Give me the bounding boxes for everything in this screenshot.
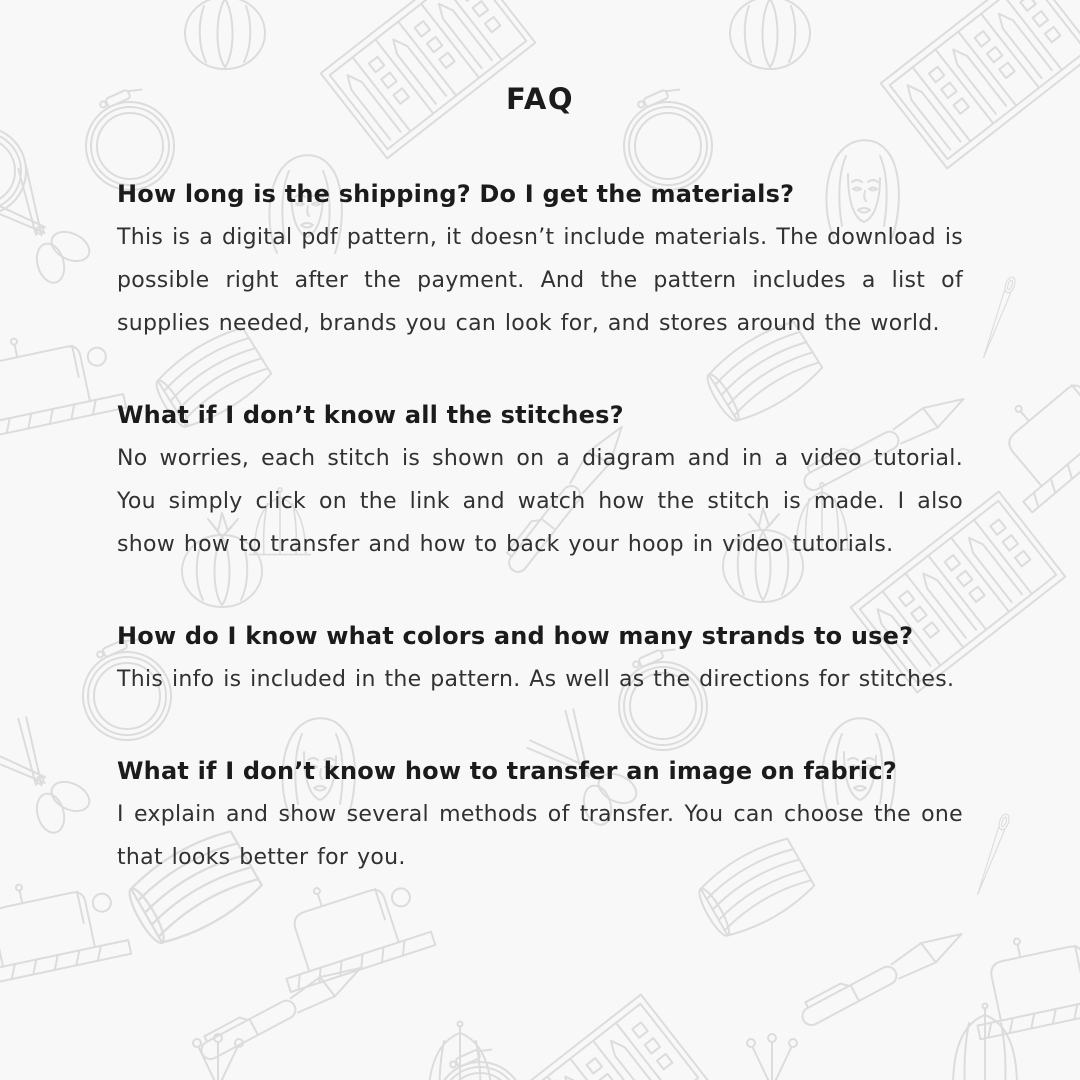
faq-item [117,749,963,879]
faq-answer: No worries, each stitch is shown on a diagram and in a video tutorial. You simply click on the link and watch how the stitch is made. I also show how to transfer and how to back your hoop in video tutorials. [117,446,963,557]
faq-answer: I explain and show several methods of transfer. You can choose the one that looks better for you. [117,802,963,870]
pen-icon [195,957,366,1064]
dome-icon [947,1004,1023,1080]
building-icon [493,995,708,1080]
sewing-machine-icon [962,919,1080,1040]
sewing-machine-icon [0,865,131,986]
faq-answer: This is a digital pdf pattern, it doesn’t include materials. The download is possible right after the payment. And the pattern includes a list of supplies needed, brands you can look for, and stores around the world. [117,225,963,336]
page-title: FAQ [505,82,575,116]
faq-question: How do I know what colors and how many strands to use? [117,622,914,650]
pen-icon [796,923,967,1030]
faq-question: How long is the shipping? Do I get the materials? [117,180,795,208]
pins-icon [747,1034,797,1080]
faq-question: What if I don’t know how to transfer an image on fabric? [117,757,897,785]
faq-item [117,393,963,566]
faq-question: What if I don’t know all the stitches? [117,401,624,429]
faq-answer: This info is included in the pattern. As well as the directions for stitches. [117,667,955,692]
faq-item [117,172,963,345]
faq-item [117,614,963,701]
